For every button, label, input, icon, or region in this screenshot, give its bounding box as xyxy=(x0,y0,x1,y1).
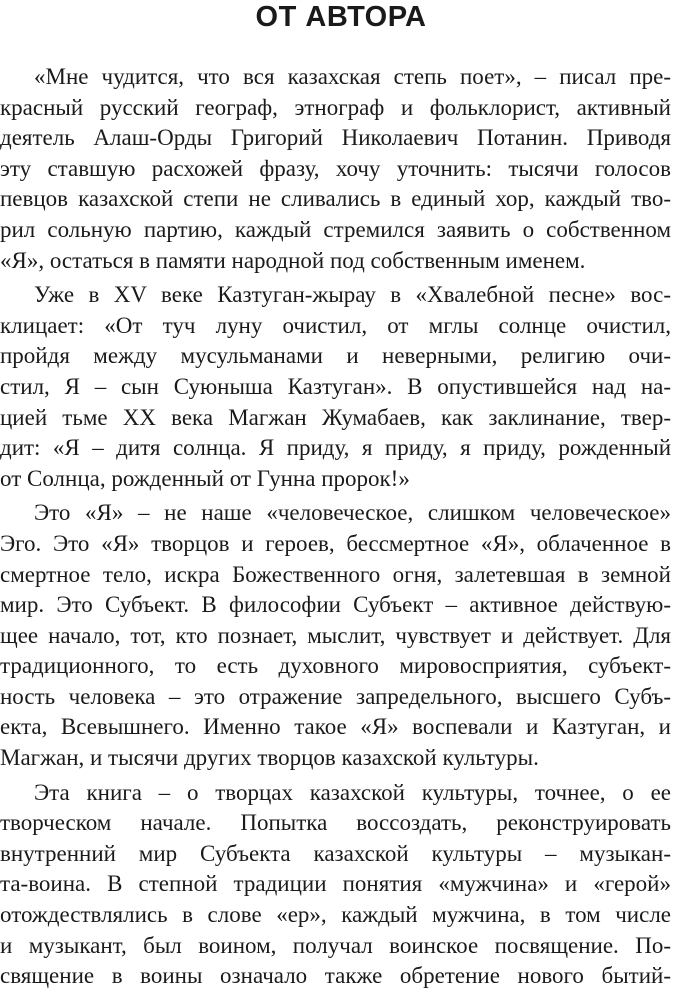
text-line: пройдя между мусульманами и неверными, религию очи- xyxy=(0,343,671,369)
text-line: стил, Я – сын Суюныша Казтуган». В опустившейся над на- xyxy=(0,373,671,399)
body-text xyxy=(0,62,682,996)
text-line: и музыкант, был воином, получал воинское посвящение. По- xyxy=(0,932,671,958)
text-line: традиционного, то есть духовного мировосприятия, субъект- xyxy=(0,653,671,679)
paragraph-1 xyxy=(0,62,682,276)
text-line: та-воина. В степной традиции понятия «мужчина» и «герой» xyxy=(0,871,671,897)
text-line: от Солнца, рожденный от Гунна пророк!» xyxy=(0,465,410,491)
text-line: Магжан, и тысячи других творцов казахской культуры. xyxy=(0,745,539,771)
text-line: екта, Всевышнего. Именно такое «Я» воспевали и Казтуган, и xyxy=(0,714,671,740)
paragraph-3 xyxy=(0,498,682,773)
text-line: отождествлялись в слове «ер», каждый мужчина, в том числе xyxy=(0,902,671,928)
text-line: мир. Это Субъект. В философии Субъект – активное действую- xyxy=(0,592,671,618)
text-line: щее начало, тот, кто познает, мыслит, чувствует и действует. Для xyxy=(0,622,671,648)
text-line: священие в воины означало также обретение нового бытий- xyxy=(0,963,671,989)
text-line: творческом начале. Попытка воссоздать, реконструировать xyxy=(0,810,671,836)
text-line: Это «Я» – не наше «человеческое, слишком человеческое» xyxy=(34,500,671,526)
text-line: смертное тело, искра Божественного огня, залетевшая в земной xyxy=(0,561,671,587)
text-line: красный русский географ, этнограф и фольклорист, активный xyxy=(0,94,671,120)
text-line: эту ставшую расхожей фразу, хочу уточнить: тысячи голосов xyxy=(0,155,671,181)
text-line: рил сольную партию, каждый стремился заявить о собственном xyxy=(0,216,671,242)
text-line: цией тьме XX века Магжан Жумабаев, как заклинание, твер- xyxy=(0,404,671,430)
text-line: певцов казахской степи не сливались в единый хор, каждый тво- xyxy=(0,186,671,212)
text-line: Эго. Это «Я» творцов и героев, бессмертное «Я», облаченное в xyxy=(0,530,671,556)
text-line: ность человека – это отражение запредельного, высшего Субъ- xyxy=(0,683,671,709)
text-line: деятель Алаш-Орды Григорий Николаевич Потанин. Приводя xyxy=(0,125,671,151)
text-line: «Мне чудится, что вся казахская степь поет», – писал пре- xyxy=(34,64,671,89)
text-line: «Я», остаться в памяти народной под собственным именем. xyxy=(0,247,586,273)
text-line: клицает: «От туч луну очистил, от мглы солнце очистил, xyxy=(0,312,671,338)
text-line: Уже в XV веке Казтуган-жырау в «Хвалебной песне» вос- xyxy=(34,282,671,308)
paragraph-4 xyxy=(0,778,682,992)
text-line: дит: «Я – дитя солнца. Я приду, я приду, я приду, рожденный xyxy=(0,435,671,461)
text-line: внутренний мир Субъекта казахской культуры – музыкан- xyxy=(0,840,671,866)
paragraph-2 xyxy=(0,280,682,494)
text-line: Эта книга – о творцах казахской культуры, точнее, о ее xyxy=(34,779,671,805)
chapter-title: ОТ АВТОРА xyxy=(255,1,427,33)
